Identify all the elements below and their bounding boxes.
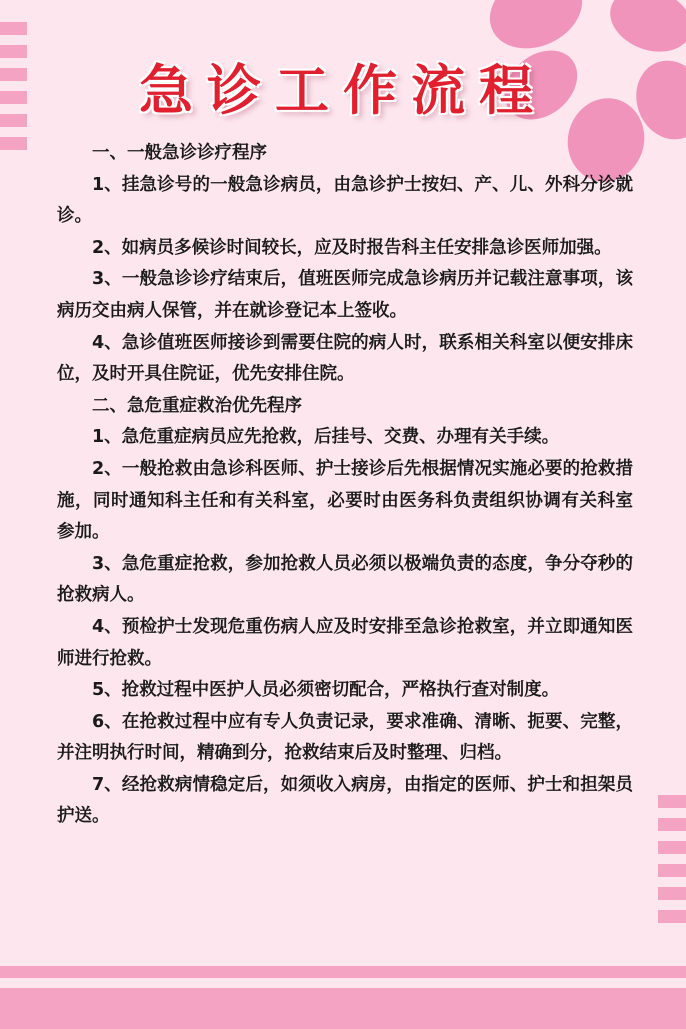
procedure-item: 3、急危重症抢救，参加抢救人员必须以极端负责的态度，争分夺秒的抢救病人。: [57, 553, 633, 606]
bottom-band-wide: [0, 988, 686, 1029]
procedure-text: [57, 138, 633, 833]
procedure-item: 4、急诊值班医师接诊到需要住院的病人时，联系相关科室以便安排床位，及时开具住院证，优先安排住院。: [57, 332, 633, 385]
procedure-item: 6、在抢救过程中应有专人负责记录，要求准确、清晰、扼要、完整，并注明执行时间，精确到分，抢救结束后及时整理、归档。: [57, 711, 633, 764]
right-stripe-decoration: [658, 795, 686, 933]
section-heading-2: 二、急危重症救治优先程序: [92, 395, 302, 416]
page-title: 急诊工作流程: [139, 59, 547, 122]
section-heading-1: 一、一般急诊诊疗程序: [92, 143, 267, 163]
procedure-item: 7、经抢救病情稳定后，如须收入病房，由指定的医师、护士和担架员护送。: [57, 774, 633, 827]
procedure-item: 2、如病员多候诊时间较长，应及时报告科主任安排急诊医师加强。: [92, 237, 612, 258]
procedure-item: 1、挂急诊号的一般急诊病员，由急诊护士按妇、产、儿、外科分诊就诊。: [57, 174, 633, 227]
procedure-item: 4、预检护士发现危重伤病人应及时安排至急诊抢救室，并立即通知医师进行抢救。: [57, 616, 633, 669]
procedure-item: 2、一般抢救由急诊科医师、护士接诊后先根据情况实施必要的抢救措施，同时通知科主任和有关科室，必要时由医务科负责组织协调有关科室参加。: [57, 458, 633, 543]
procedure-item: 3、一般急诊诊疗结束后，值班医师完成急诊病历并记载注意事项，该病历交由病人保管，并在就诊登记本上签收。: [57, 269, 633, 321]
bottom-band-thin: [0, 966, 686, 978]
procedure-item: 5、抢救过程中医护人员必须密切配合，严格执行查对制度。: [92, 680, 560, 701]
procedure-item: 1、急危重症病员应先抢救，后挂号、交费、办理有关手续。: [92, 427, 560, 448]
